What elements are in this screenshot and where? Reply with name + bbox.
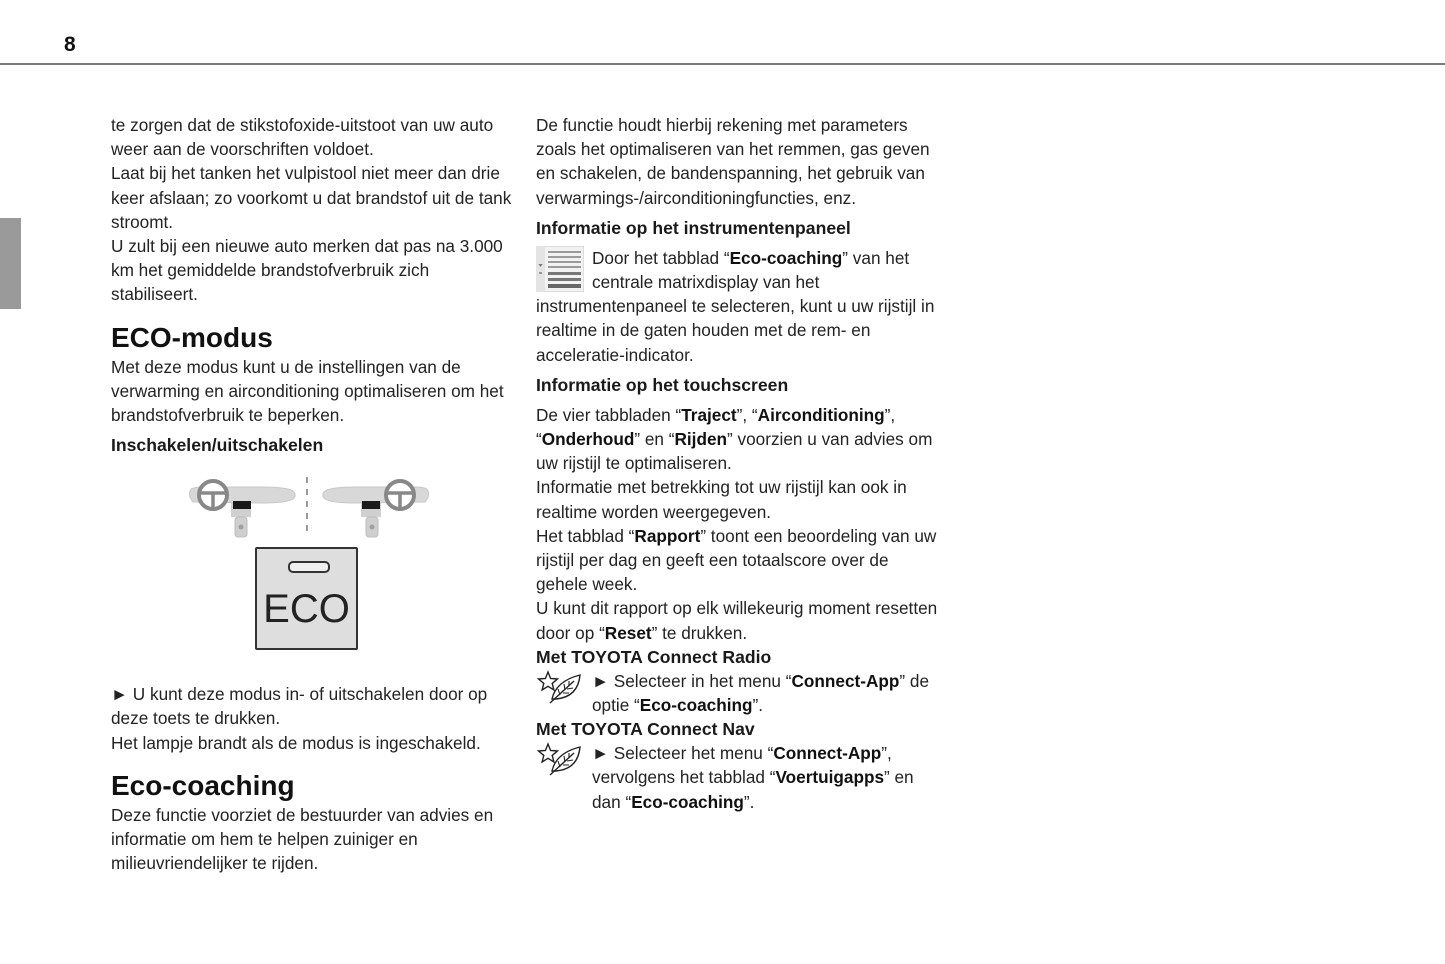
connect-app-label: Connect-App (791, 670, 900, 691)
intro-paragraph-2: Laat bij het tanken het vulpistool niet meer dan drie keer afslaan; zo voorkomt u dat brandstof uit de tank stroomt. (111, 163, 512, 232)
connect-radio-instruction: ► Selecteer in het menu “Connect-App” de optie “Eco-coaching”. (536, 669, 941, 717)
eco-mode-title: ECO-modus (111, 321, 273, 353)
intro-paragraph-3: U zult bij een nieuwe auto merken dat pas na 3.000 km het gemiddelde brandstofverbruik zich stabiliseert. (111, 236, 503, 305)
connect-radio-heading: Met TOYOTA Connect Radio (536, 646, 772, 667)
panel-text-cont: ” van het centrale matrixdisplay van het instrumentenpaneel te selecteren, kunt u uw rijstijl in realtime in de gaten houden met de rem- en acceleratie-indicator. (536, 247, 935, 365)
matrix-display-icon (536, 246, 584, 292)
eco-coaching-title: Eco-coaching (111, 769, 295, 801)
connect-app-leaf-icon (536, 669, 584, 705)
left-column (111, 113, 516, 875)
eco-button[interactable] (255, 547, 358, 650)
tab-airconditioning: Airconditioning (757, 404, 885, 425)
connect-nav-heading: Met TOYOTA Connect Nav (536, 719, 755, 740)
parameters-paragraph: De functie houdt hierbij rekening met parameters zoals het optimaliseren van het remmen, gas geven en schakelen, de bandenspanning, het gebruik van verwarmings-/airconditioningfuncties, enz. (536, 115, 930, 208)
eco-illustration (111, 457, 516, 682)
tabs-paragraph: De vier tabbladen “Traject”, “Airconditioning”, “Onderhoud” en “Rijden” voorzien u van advies om uw rijstijl te optimaliseren. (536, 404, 933, 474)
dashboard-rhd-icon (323, 481, 429, 537)
realtime-paragraph: Informatie met betrekking tot uw rijstijl kan ook in realtime worden weergegeven. (536, 477, 907, 522)
eco-coaching-option: Eco-coaching (631, 791, 744, 812)
lamp-note: Het lampje brandt als de modus is ingeschakeld. (111, 732, 481, 753)
reset-label: Reset (604, 622, 652, 643)
tab-rijden: Rijden (674, 429, 728, 450)
switch-heading: Inschakelen/uitschakelen (111, 435, 324, 456)
instrument-panel-heading: Informatie op het instrumentenpaneel (536, 217, 851, 238)
panel-text: Door het tabblad “ (592, 247, 730, 268)
touchscreen-heading: Informatie op het touchscreen (536, 374, 789, 395)
page-number: 8 (64, 33, 76, 56)
reset-paragraph: U kunt dit rapport op elk willekeurig moment resetten door op “Reset” te drukken. (536, 598, 938, 643)
report-paragraph: Het tabblad “Rapport” toont een beoordeling van uw rijstijl per dag en geeft een totaalscore over de gehele week. (536, 525, 937, 595)
eco-coaching-description: Deze functie voorziet de bestuurder van advies en informatie om hem te helpen zuiniger en milieuvriendelijker te rijden. (111, 804, 494, 874)
eco-coaching-option: Eco-coaching (639, 695, 753, 716)
header-rule (0, 63, 1445, 65)
right-column (536, 113, 941, 814)
tab-traject: Traject (681, 404, 737, 425)
connect-app-label: Connect-App (773, 743, 882, 764)
instrument-panel-paragraph (536, 246, 941, 367)
switch-instruction: ► U kunt deze modus in- of uitschakelen door op deze toets te drukken. (111, 684, 488, 729)
tab-onderhoud: Onderhoud (541, 429, 635, 450)
panel-tab-name: Eco-coaching (729, 247, 843, 268)
eco-mode-description: Met deze modus kunt u de instellingen van de verwarming en airconditioning optimaliseren om het brandstofverbruik te beperken. (111, 356, 504, 426)
chapter-side-tab (0, 218, 21, 309)
eco-button-label: ECO (263, 587, 350, 632)
voertuigapps-tab: Voertuigapps (775, 767, 884, 788)
dashboard-lhd-icon (189, 481, 295, 537)
connect-app-leaf-icon (536, 741, 584, 777)
eco-indicator-lamp (288, 561, 330, 573)
tab-rapport: Rapport (634, 525, 701, 546)
connect-nav-instruction: ► Selecteer het menu “Connect-App”, vervolgens het tabblad “Voertuigapps” en dan “Eco-coaching”. (536, 741, 941, 814)
intro-paragraph-1: te zorgen dat de stikstofoxide-uitstoot van uw auto weer aan de voorschriften voldoet. (111, 115, 494, 160)
